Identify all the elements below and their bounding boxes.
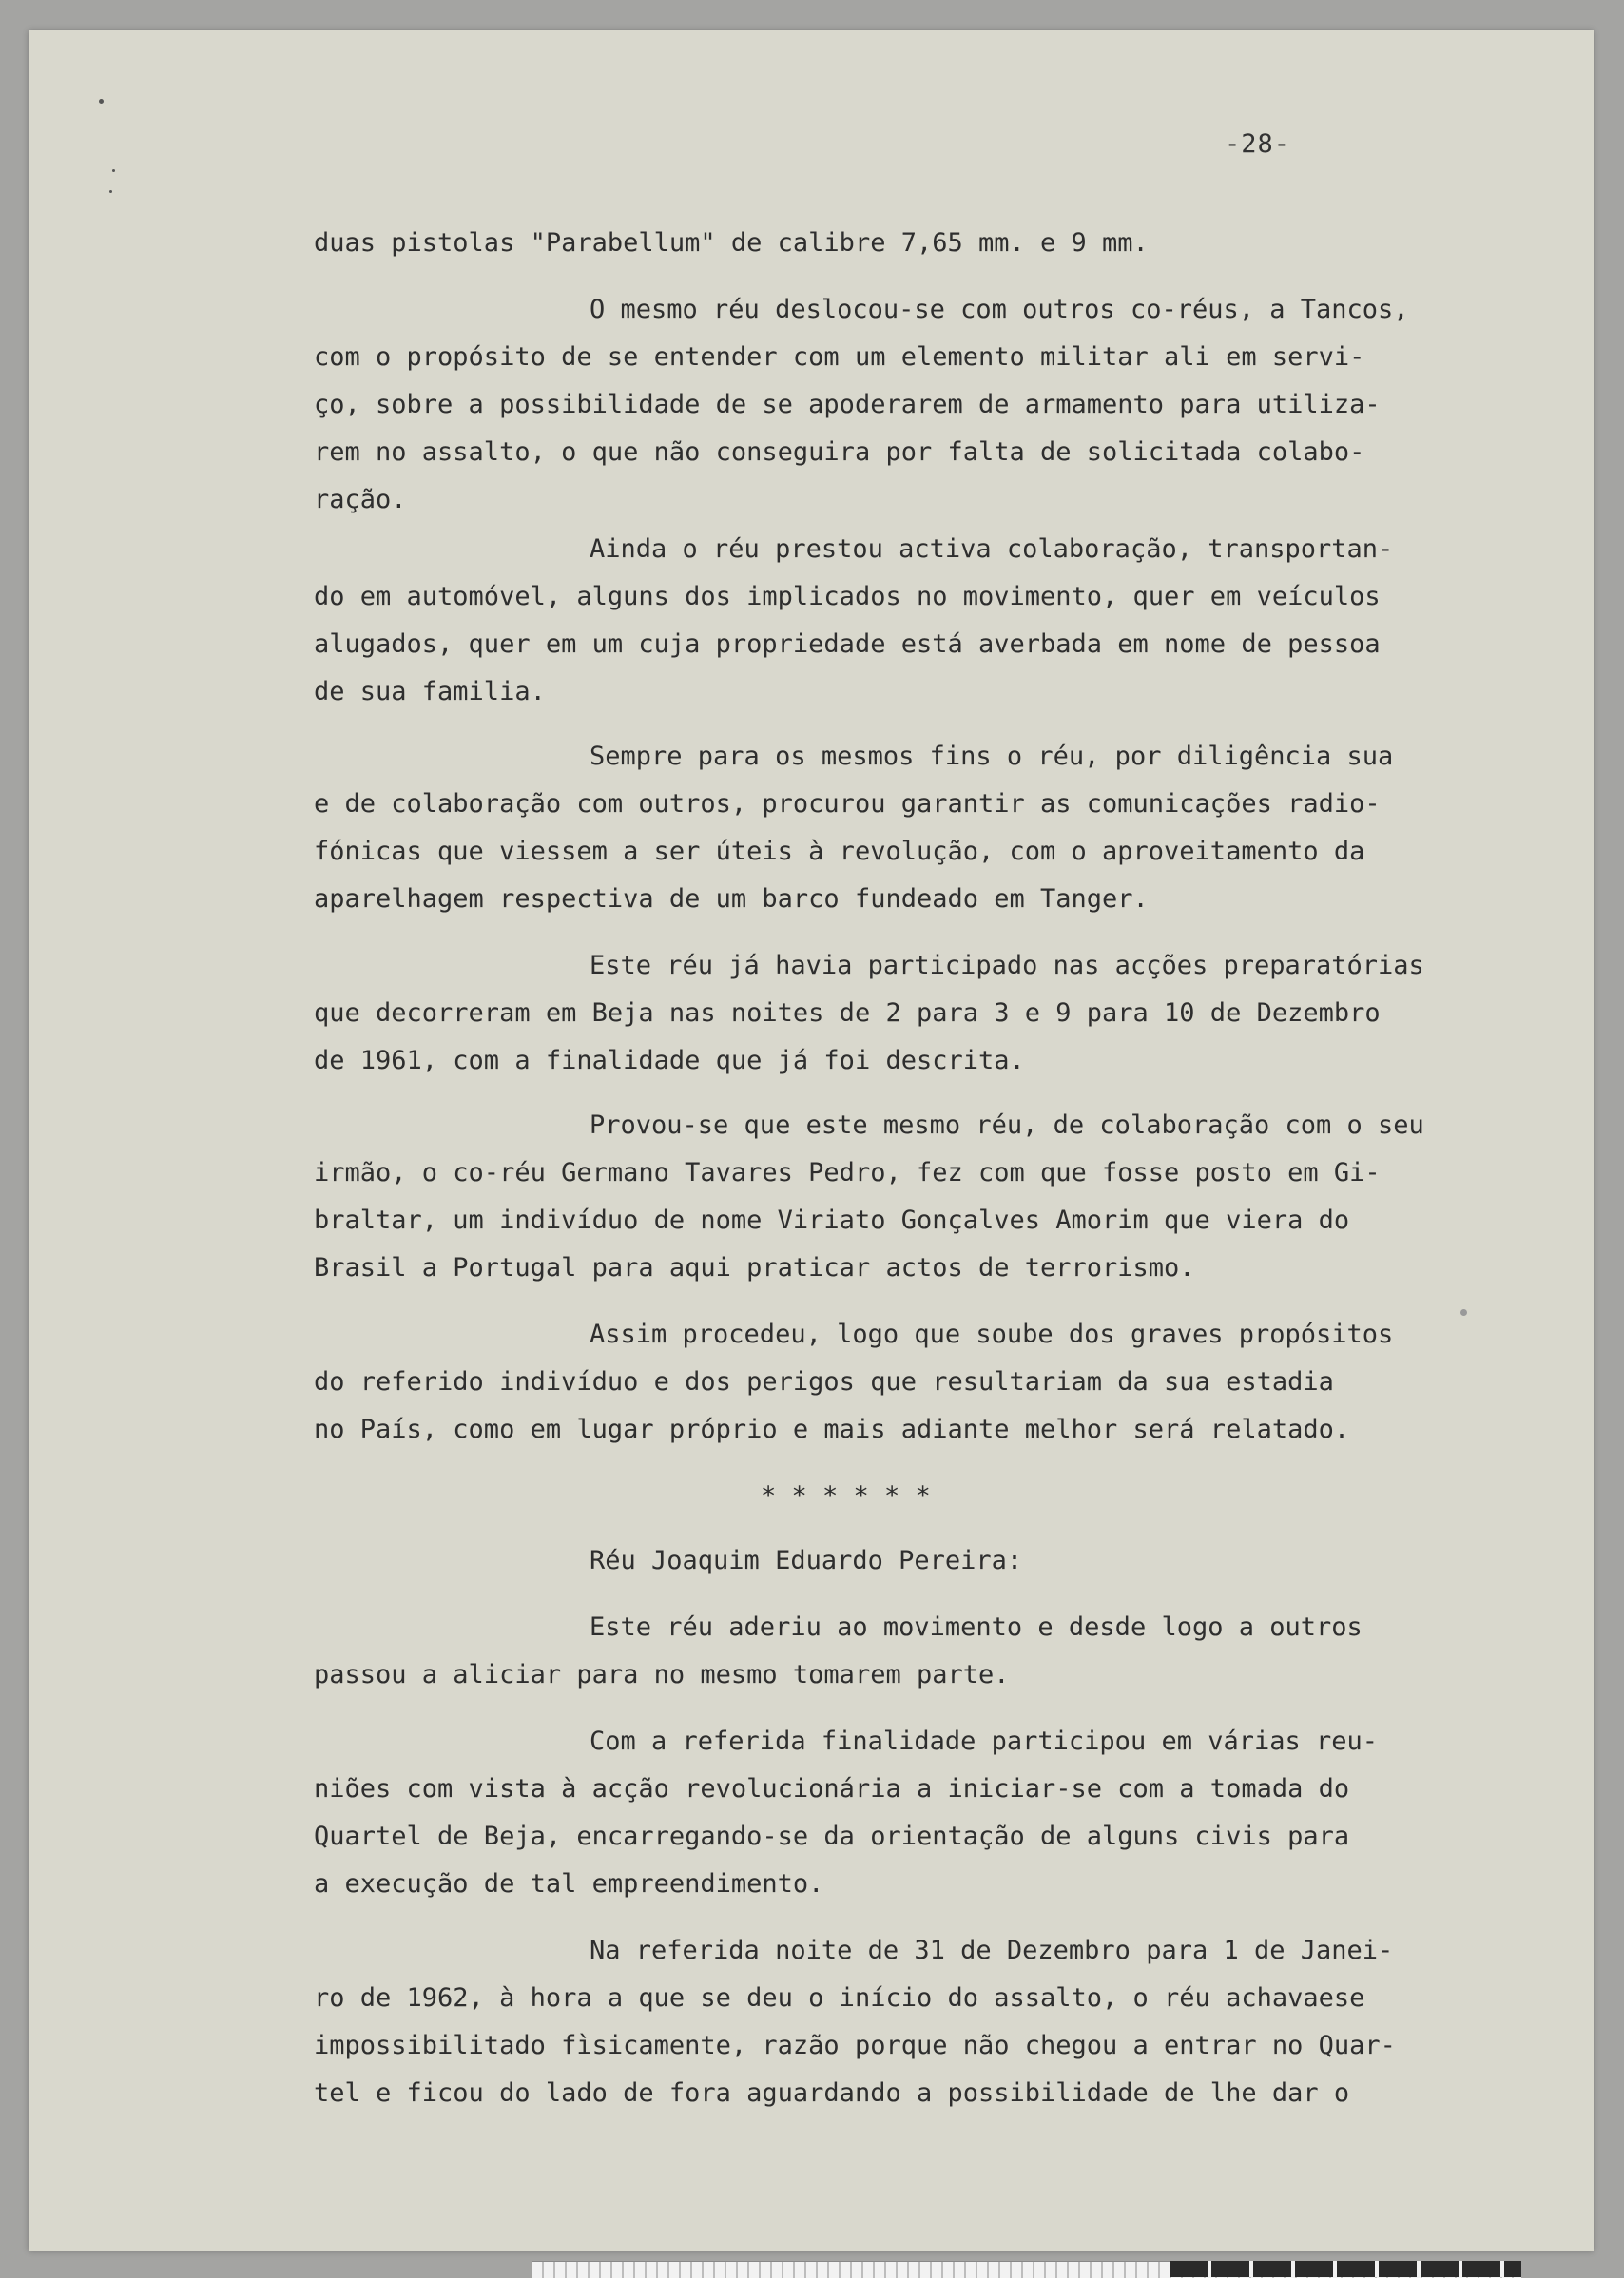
text-line: alugados, quer em um cuja propriedade está averbada em nome de pessoa bbox=[314, 629, 1381, 659]
text-line: passou a aliciar para no mesmo tomarem parte. bbox=[314, 1660, 1010, 1689]
text-line: com o propósito de se entender com um elemento militar ali em servi- bbox=[314, 342, 1365, 372]
text-line: de sua familia. bbox=[314, 677, 546, 706]
text-line: Este réu já havia participado nas acções preparatórias bbox=[590, 951, 1424, 980]
scan-speck bbox=[109, 190, 112, 193]
text-line: Quartel de Beja, encarregando-se da orientação de alguns civis para bbox=[314, 1822, 1350, 1851]
text-line: a execução de tal empreendimento. bbox=[314, 1869, 824, 1899]
text-line: do referido indivíduo e dos perigos que resultariam da sua estadia bbox=[314, 1367, 1334, 1397]
text-line: tel e ficou do lado de fora aguardando a possibilidade de lhe dar o bbox=[314, 2078, 1350, 2108]
text-line: Ainda o réu prestou activa colaboração, transportan- bbox=[590, 534, 1394, 564]
text-line: ro de 1962, à hora a que se deu o início do assalto, o réu achavaese bbox=[314, 1983, 1365, 2013]
text-line: do em automóvel, alguns dos implicados no movimento, quer em veículos bbox=[314, 582, 1381, 611]
page-number: -28- bbox=[1225, 129, 1291, 159]
text-line: de 1961, com a finalidade que já foi descrita. bbox=[314, 1046, 1025, 1075]
text-line: ço, sobre a possibilidade de se apoderarem de armamento para utiliza- bbox=[314, 390, 1381, 419]
text-line: aparelhagem respectiva de um barco fundeado em Tanger. bbox=[314, 884, 1149, 914]
text-line: Na referida noite de 31 de Dezembro para 1 de Janei- bbox=[590, 1936, 1394, 1965]
text-line: que decorreram em Beja nas noites de 2 para 3 e 9 para 10 de Dezembro bbox=[314, 998, 1381, 1028]
text-line: braltar, um indivíduo de nome Viriato Gonçalves Amorim que viera do bbox=[314, 1206, 1350, 1235]
scan-speck bbox=[1460, 1309, 1467, 1316]
text-line: ração. bbox=[314, 485, 407, 514]
text-line: Provou-se que este mesmo réu, de colaboração com o seu bbox=[590, 1110, 1424, 1140]
scan-speck bbox=[99, 99, 104, 104]
text-line: impossibilitado fìsicamente, razão porque não chegou a entrar no Quar- bbox=[314, 2031, 1396, 2060]
text-line: O mesmo réu deslocou-se com outros co-réus, a Tancos, bbox=[590, 295, 1409, 324]
text-line: Com a referida finalidade participou em várias reu- bbox=[590, 1727, 1379, 1756]
text-line: niões com vista à acção revolucionária a iniciar-se com a tomada do bbox=[314, 1774, 1350, 1804]
text-line: duas pistolas "Parabellum" de calibre 7,65 mm. e 9 mm. bbox=[314, 228, 1149, 258]
text-line: rem no assalto, o que não conseguira por falta de solicitada colabo- bbox=[314, 437, 1365, 467]
scan-speck bbox=[112, 169, 115, 172]
text-line: no País, como em lugar próprio e mais adiante melhor será relatado. bbox=[314, 1415, 1350, 1444]
text-line: Réu Joaquim Eduardo Pereira: bbox=[590, 1546, 1023, 1575]
text-line: irmão, o co-réu Germano Tavares Pedro, fez com que fosse posto em Gi- bbox=[314, 1158, 1381, 1187]
text-line: e de colaboração com outros, procurou garantir as comunicações radio- bbox=[314, 789, 1381, 819]
scan-ruler-dark bbox=[1170, 2261, 1521, 2277]
text-line: * * * * * * bbox=[761, 1481, 931, 1511]
text-line: Este réu aderiu ao movimento e desde logo a outros bbox=[590, 1612, 1363, 1642]
text-line: Brasil a Portugal para aqui praticar actos de terrorismo. bbox=[314, 1253, 1195, 1283]
text-line: Sempre para os mesmos fins o réu, por diligência sua bbox=[590, 742, 1394, 771]
text-line: Assim procedeu, logo que soube dos graves propósitos bbox=[590, 1320, 1394, 1349]
text-line: fónicas que viessem a ser úteis à revolução, com o aproveitamento da bbox=[314, 837, 1365, 866]
